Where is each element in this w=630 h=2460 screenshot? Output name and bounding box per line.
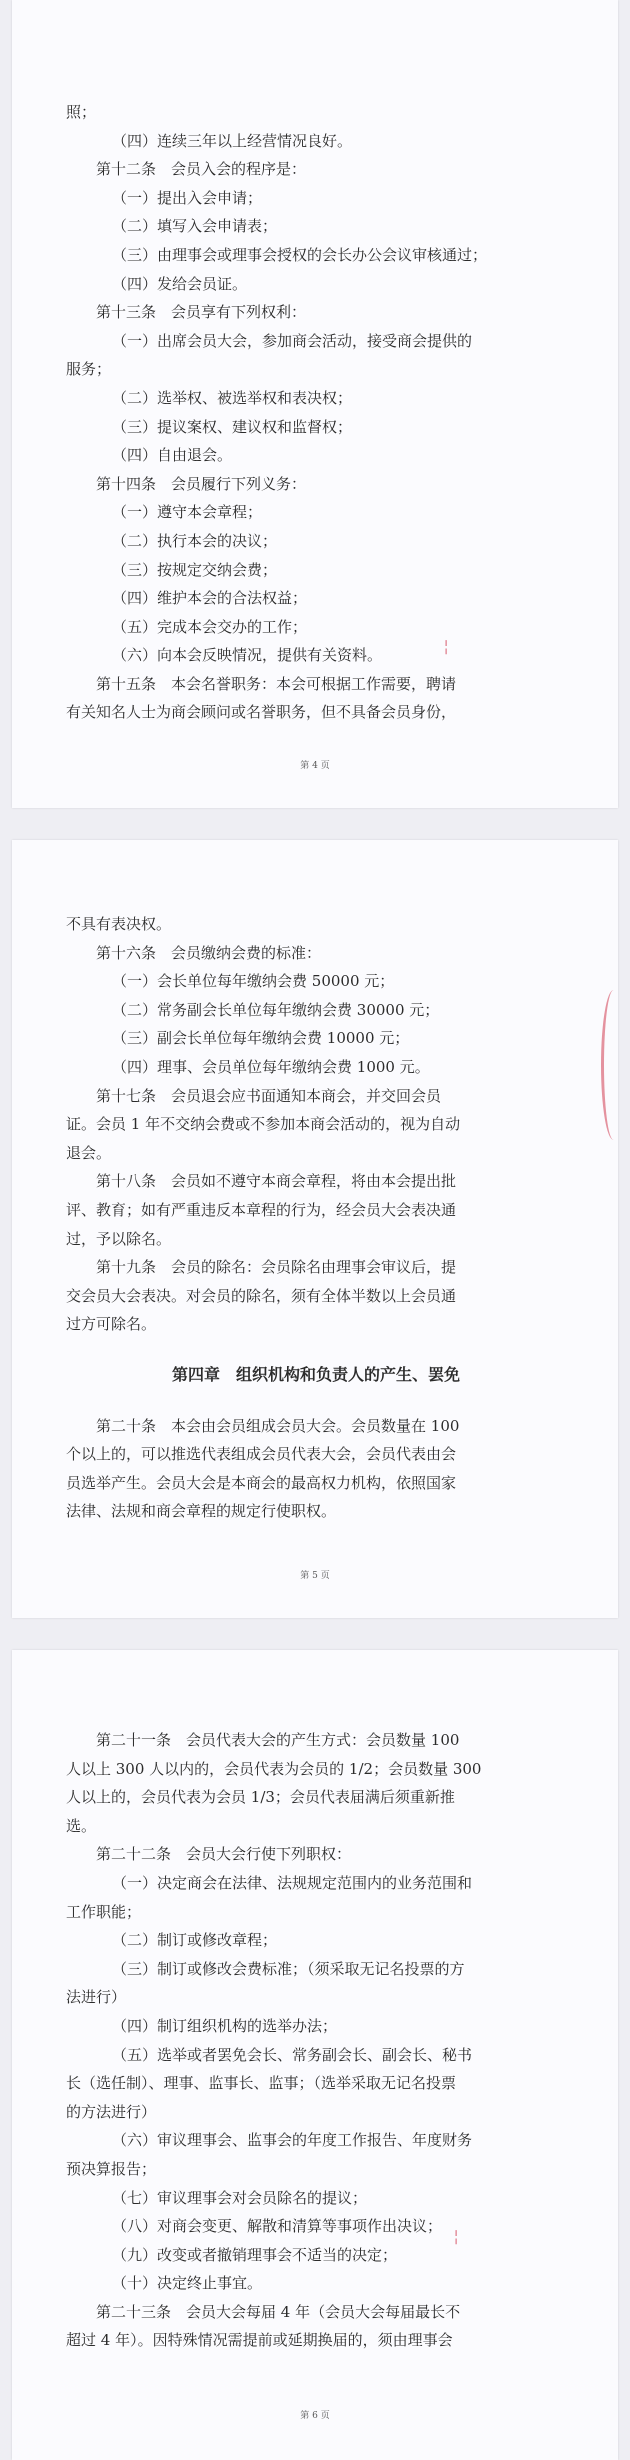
- text-line: 照；: [66, 103, 97, 121]
- text-line: 选。: [66, 1816, 97, 1835]
- text-line: （二）选举权、被选举权和表决权；: [112, 388, 353, 407]
- red-ink-mark: ╎: [442, 640, 451, 656]
- text-line: （四）维护本会的合法权益；: [112, 589, 308, 608]
- document-page-5: [12, 840, 618, 1618]
- text-line: 评、教育；如有严重违反本章程的行为，经会员大会表决通: [66, 1200, 457, 1219]
- text-line: 不具有表决权。: [66, 915, 172, 933]
- article-heading: 第十九条 会员的除名：会员除名由理事会审议后，提: [96, 1258, 457, 1277]
- article-heading: 第二十一条 会员代表大会的产生方式：会员数量 100: [96, 1731, 460, 1749]
- text-line: （三）副会长单位每年缴纳会费 10000 元；: [112, 1029, 410, 1048]
- text-line: 个以上的，可以推选代表组成会员代表大会，会员代表由会: [66, 1445, 457, 1464]
- article-heading: 第十二条 会员入会的程序是：: [96, 160, 307, 179]
- text-line: （一）遵守本会章程；: [112, 503, 263, 522]
- text-line: （六）审议理事会、监事会的年度工作报告、年度财务: [112, 2131, 473, 2150]
- text-line: （三）按规定交纳会费；: [112, 560, 278, 579]
- text-line: 有关知名人士为商会顾问或名誉职务，但不具备会员身份，: [66, 703, 457, 722]
- text-line: （十）决定终止事宜。: [112, 2274, 263, 2293]
- text-line: 长（选任制）、理事、监事长、监事；（选举采取无记名投票: [66, 2074, 457, 2093]
- text-line: （二）常务副会长单位每年缴纳会费 30000 元；: [112, 1000, 440, 1019]
- text-line: （七）审议理事会对会员除名的提议；: [112, 2188, 368, 2207]
- article-heading: 第十八条 会员如不遵守本商会章程，将由本会提出批: [96, 1172, 457, 1191]
- text-line: 的方法进行）: [66, 2102, 157, 2121]
- page-number: 第 4 页: [300, 761, 330, 771]
- text-line: 证。会员 1 年不交纳会费或不参加本商会活动的，视为自动: [66, 1115, 461, 1134]
- text-line: 交会员大会表决。对会员的除名，须有全体半数以上会员通: [66, 1286, 457, 1305]
- article-heading: 第十五条 本会名誉职务：本会可根据工作需要，聘请: [96, 674, 457, 693]
- text-line: （一）出席会员大会，参加商会活动，接受商会提供的: [112, 331, 473, 350]
- text-line: （五）选举或者罢免会长、常务副会长、副会长、秘书: [112, 2045, 473, 2064]
- text-line: 超过 4 年）。因特殊情况需提前或延期换届的，须由理事会: [66, 2331, 453, 2350]
- text-line: （五）完成本会交办的工作；: [112, 617, 308, 636]
- chapter-title: 第四章 组织机构和负责人的产生、罢免: [171, 1364, 460, 1384]
- text-line: 退会。: [66, 1143, 112, 1162]
- article-heading: 第十七条 会员退会应书面通知本商会，并交回会员: [96, 1086, 442, 1105]
- text-line: （四）连续三年以上经营情况良好。: [112, 131, 353, 150]
- text-line: 过方可除名。: [66, 1315, 157, 1334]
- text-line: （四）制订组织机构的选举办法；: [112, 2016, 338, 2035]
- page-5-text: [66, 840, 566, 1526]
- article-heading: 第二十三条 会员大会每届 4 年（会员大会每届最长不: [96, 2302, 461, 2321]
- text-line: 工作职能；: [66, 1902, 142, 1921]
- text-line: （四）理事、会员单位每年缴纳会费 1000 元。: [112, 1057, 430, 1076]
- page-number: 第 6 页: [300, 2411, 330, 2421]
- page-4-text: [66, 0, 566, 727]
- red-ink-mark: ╎: [452, 2230, 461, 2246]
- text-line: （二）制订或修改章程；: [112, 1931, 278, 1950]
- article-heading: 第二十二条 会员大会行使下列职权：: [96, 1845, 352, 1864]
- text-line: （三）提议案权、建议权和监督权；: [112, 417, 353, 436]
- article-heading: 第十四条 会员履行下列义务：: [96, 474, 307, 493]
- text-line: （一）决定商会在法律、法规规定范围内的业务范围和: [112, 1873, 473, 1892]
- text-line: （二）填写入会申请表；: [112, 217, 278, 236]
- text-line: （三）由理事会或理事会授权的会长办公会议审核通过；: [112, 245, 488, 264]
- text-line: （六）向本会反映情况，提供有关资料。: [112, 646, 383, 665]
- text-line: 人以上 300 人以内的，会员代表为会员的 1/2；会员数量 300: [66, 1759, 482, 1778]
- text-line: 服务；: [66, 360, 112, 379]
- text-line: （四）发给会员证。: [112, 274, 248, 293]
- text-line: 法律、法规和商会章程的规定行使职权。: [66, 1502, 337, 1521]
- text-line: （二）执行本会的决议；: [112, 531, 278, 550]
- text-line: （三）制订或修改会费标准；（须采取无记名投票的方: [112, 1959, 465, 1978]
- text-line: （八）对商会变更、解散和清算等事项作出决议；: [112, 2217, 443, 2236]
- text-line: 过，予以除名。: [66, 1229, 172, 1248]
- text-line: （一）会长单位每年缴纳会费 50000 元；: [112, 972, 395, 991]
- article-heading: 第十三条 会员享有下列权利：: [96, 303, 307, 322]
- text-line: （一）提出入会申请；: [112, 188, 263, 207]
- text-line: 员选举产生。会员大会是本商会的最高权力机构，依照国家: [66, 1473, 457, 1492]
- document-page-6: [12, 1650, 618, 2460]
- document-page-4: [12, 0, 618, 808]
- page-6-text: [66, 1650, 566, 2355]
- text-line: 预决算报告；: [66, 2159, 157, 2178]
- page-number: 第 5 页: [300, 1571, 330, 1581]
- text-line: 法进行）: [66, 1988, 127, 2007]
- text-line: 人以上的，会员代表为会员 1/3；会员代表届满后须重新推: [66, 1788, 455, 1807]
- seal-edge-mark: [601, 990, 618, 1140]
- article-heading: 第十六条 会员缴纳会费的标准：: [96, 943, 322, 962]
- text-line: （九）改变或者撤销理事会不适当的决定；: [112, 2245, 398, 2264]
- article-heading: 第二十条 本会由会员组成会员大会。会员数量在 100: [96, 1416, 460, 1435]
- text-line: （四）自由退会。: [112, 446, 233, 465]
